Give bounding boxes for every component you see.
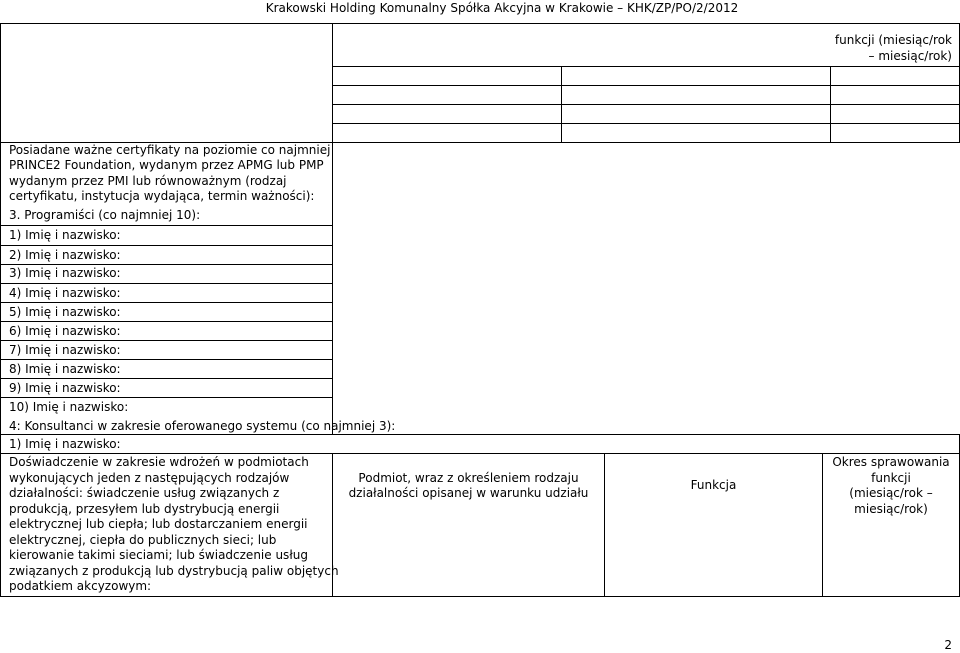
certificate-text-line3: wydanym przez PMI lub równoważnym (rodzaj xyxy=(9,174,287,188)
experience-description-line: elektrycznej, ciepła do publicznych sieci; lub xyxy=(9,533,277,547)
programmer-item: 5) Imię i nazwisko: xyxy=(9,305,121,319)
period-header-line3: (miesiąc/rok – xyxy=(849,486,933,500)
top-table-period-header-line2: – miesiąc/rok) xyxy=(868,49,952,63)
experience-description-line: elektrycznej lub ciepła; lub dostarczaniem energii xyxy=(9,517,308,531)
entity-header-line2: działalności opisanej w warunku udziału xyxy=(348,486,589,500)
experience-description-line: produkcją, przesyłem lub dystrybucją energii xyxy=(9,502,280,516)
programmer-item: 1) Imię i nazwisko: xyxy=(9,228,121,242)
programmer-item: 9) Imię i nazwisko: xyxy=(9,381,121,395)
experience-description-line: związanych z produkcją lub dystrybucją paliw objętych xyxy=(9,564,339,578)
experience-description-line: podatkiem akcyzowym: xyxy=(9,579,152,593)
entity-header-line1: Podmiot, wraz z określeniem rodzaju xyxy=(358,471,579,485)
certificate-text-line4: certyfikatu, instytucja wydająca, termin ważności): xyxy=(9,189,315,203)
top-table-period-header-line1: funkcji (miesiąc/rok xyxy=(834,33,952,47)
consultant-item: 1) Imię i nazwisko: xyxy=(9,437,121,451)
programmers-heading: 3. Programiści (co najmniej 10): xyxy=(9,208,201,222)
period-header-line4: miesiąc/rok) xyxy=(854,502,928,516)
programmer-item: 2) Imię i nazwisko: xyxy=(9,248,121,262)
period-header-line2: funkcji xyxy=(871,471,911,485)
certificate-text-line1: Posiadane ważne certyfikaty na poziomie co najmniej xyxy=(9,143,331,157)
period-header-line1: Okres sprawowania xyxy=(832,455,950,469)
programmer-item: 10) Imię i nazwisko: xyxy=(9,400,129,414)
programmer-item: 3) Imię i nazwisko: xyxy=(9,266,121,280)
experience-description-line: wykonujących jeden z następujących rodzajów xyxy=(9,471,290,485)
certificate-text-line2: PRINCE2 Foundation, wydanym przez APMG lub PMP xyxy=(9,158,324,172)
experience-description-line: działalności: świadczenie usług związanych z xyxy=(9,486,280,500)
programmer-item: 8) Imię i nazwisko: xyxy=(9,362,121,376)
programmer-item: 6) Imię i nazwisko: xyxy=(9,324,121,338)
experience-description-line: Doświadczenie w zakresie wdrożeń w podmiotach xyxy=(9,455,309,469)
experience-description-line: kierowanie takimi sieciami; lub świadczenie usług xyxy=(9,548,308,562)
page-number: 2 xyxy=(944,638,952,652)
function-header: Funkcja xyxy=(690,478,737,492)
consultants-heading: 4: Konsultanci w zakresie oferowanego systemu (co najmniej 3): xyxy=(9,419,396,433)
programmer-item: 7) Imię i nazwisko: xyxy=(9,343,121,357)
document-header-title: Krakowski Holding Komunalny Spółka Akcyjna w Krakowie – KHK/ZP/PO/2/2012 xyxy=(265,1,739,15)
programmer-item: 4) Imię i nazwisko: xyxy=(9,286,121,300)
